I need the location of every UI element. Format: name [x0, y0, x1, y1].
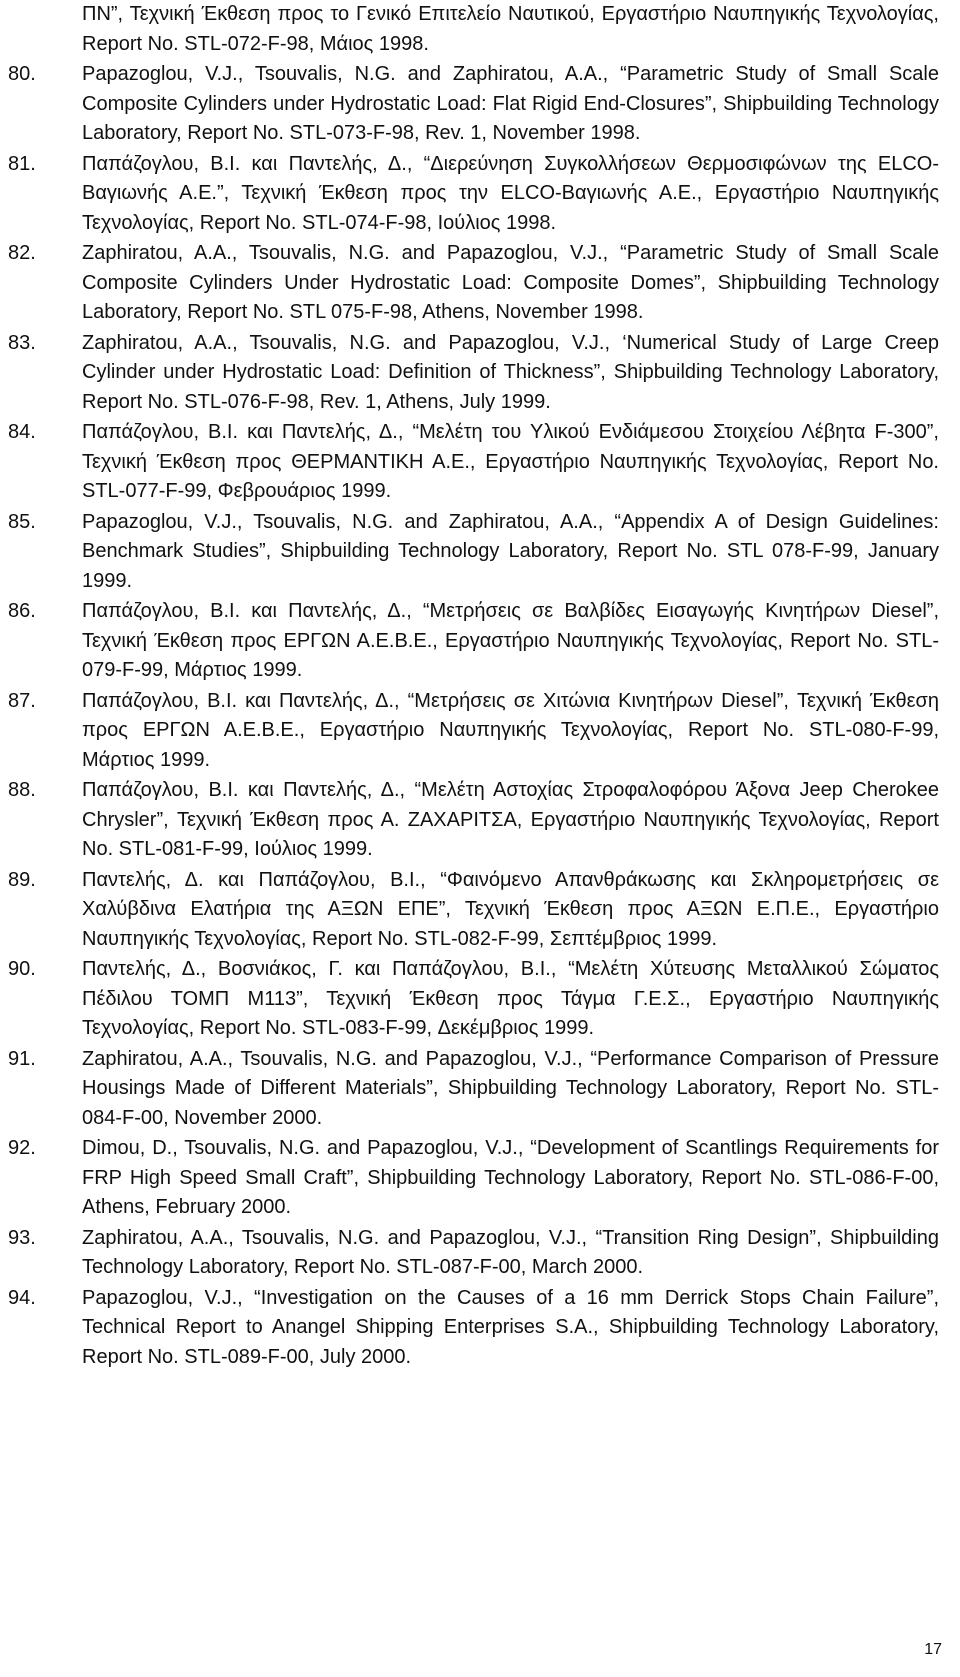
reference-number: 81.	[8, 152, 36, 175]
reference-text: Παντελής, Δ. και Παπάζογλου, Β.Ι., “Φαινόμενο Απανθράκωσης και Σκληρομετρήσεις σε Χαλύβδινα Ελατήρια της ΑΞΩΝ ΕΠΕ”, Τεχνική Έκθεση προς ΑΞΩΝ Ε.Π.Ε., Εργαστήριο Ναυπηγικής Τεχνολογίας, Report No. STL-082-F-99, Σεπτέμβριος 1999.	[82, 868, 939, 950]
reference-item	[0, 687, 960, 776]
reference-text: Παπάζογλου, Β.Ι. και Παντελής, Δ., “Μετρήσεις σε Χιτώνια Κινητήρων Diesel”, Τεχνική Έκθεση προς ΕΡΓΩΝ Α.Ε.Β.Ε., Εργαστήριο Ναυπηγικής Τεχνολογίας, Report No. STL-080-F-99, Μάρτιος 1999.	[82, 689, 939, 771]
reference-item	[0, 597, 960, 686]
reference-text: Papazoglou, V.J., Tsouvalis, N.G. and Zaphiratou, A.A., “Parametric Study of Small Scale Composite Cylinders under Hydrostatic Load: Flat Rigid End-Closures”, Shipbuilding Technology Laboratory, Report No. STL-073-F-98, Rev. 1, November 1998.	[82, 63, 939, 144]
reference-item	[0, 329, 960, 418]
reference-text: Zaphiratou, A.A., Tsouvalis, N.G. and Papazoglou, V.J., “Performance Comparison of Pressure Housings Made of Different Materials”, Shipbuilding Technology Laboratory, Report No. STL-084-F-00, November 2000.	[82, 1047, 939, 1129]
reference-number: 90.	[8, 958, 36, 980]
reference-text: Παπάζογλου, Β.Ι. και Παντελής, Δ., “Διερεύνηση Συγκολλήσεων Θερμοσιφώνων της ELCO-Βαγιωνής Α.Ε.”, Τεχνική Έκθεση προς την ELCO-Βαγιωνής Α.Ε., Εργαστήριο Ναυπηγικής Τεχνολογίας, Report No. STL-074-F-98, Ιούλιος 1998.	[82, 152, 939, 234]
reference-number: 94.	[8, 1286, 36, 1309]
reference-item	[0, 0, 960, 59]
page-number: 17	[924, 1641, 942, 1658]
reference-text: Zaphiratou, A.A., Tsouvalis, N.G. and Papazoglou, V.J., “Transition Ring Design”, Shipbuilding Technology Laboratory, Report No. STL-087-F-00, March 2000.	[82, 1226, 939, 1278]
reference-item	[0, 955, 960, 1044]
reference-text: Παπάζογλου, Β.Ι. και Παντελής, Δ., “Μελέτη του Υλικού Ενδιάμεσου Στοιχείου Λέβητα F-300”, Τεχνική Έκθεση προς ΘΕΡΜΑΝΤΙΚΗ Α.Ε., Εργαστήριο Ναυπηγικής Τεχνολογίας, Report No. STL-077-F-99, Φεβρουάριος 1999.	[82, 421, 939, 502]
reference-number: 80.	[8, 63, 36, 85]
reference-item	[0, 150, 960, 239]
reference-item	[0, 1045, 960, 1134]
reference-number: 82.	[8, 242, 36, 264]
reference-number: 92.	[8, 1137, 36, 1159]
reference-text: Παπάζογλου, Β.Ι. και Παντελής, Δ., “Μετρήσεις σε Βαλβίδες Εισαγωγής Κινητήρων Diesel”, Τεχνική Έκθεση προς ΕΡΓΩΝ Α.Ε.Β.Ε., Εργαστήριο Ναυπηγικής Τεχνολογίας, Report No. STL-079-F-99, Μάρτιος 1999.	[82, 600, 939, 681]
reference-item	[0, 1284, 960, 1373]
reference-text: Papazoglou, V.J., “Investigation on the Causes of a 16 mm Derrick Stops Chain Failure”, Technical Report to Anangel Shipping Enterprises S.A., Shipbuilding Technology Laboratory, Report No. STL-089-F-00, July 2000.	[82, 1286, 939, 1368]
reference-item	[0, 776, 960, 865]
reference-item	[0, 60, 960, 149]
reference-item	[0, 508, 960, 597]
reference-number: 88.	[8, 779, 36, 801]
reference-number: 93.	[8, 1226, 36, 1249]
reference-text: Zaphiratou, A.A., Tsouvalis, N.G. and Papazoglou, V.J., “Parametric Study of Small Scale Composite Cylinders Under Hydrostatic Load: Composite Domes”, Shipbuilding Technology Laboratory, Report No. STL 075-F-98, Athens, November 1998.	[82, 242, 939, 323]
reference-text: Zaphiratou, A.A., Tsouvalis, N.G. and Papazoglou, V.J., ‘Numerical Study of Large Creep Cylinder under Hydrostatic Load: Definition of Thickness”, Shipbuilding Technology Laboratory, Report No. STL-076-F-98, Rev. 1, Athens, July 1999.	[82, 331, 939, 413]
reference-text: Παπάζογλου, Β.Ι. και Παντελής, Δ., “Μελέτη Αστοχίας Στροφαλοφόρου Άξονα Jeep Cherokee Chrysler”, Τεχνική Έκθεση προς Α. ΖΑΧΑΡΙΤΣΑ, Εργαστήριο Ναυπηγικής Τεχνολογίας, Report No. STL-081-F-99, Ιούλιος 1999.	[82, 779, 939, 860]
reference-number: 91.	[8, 1047, 36, 1070]
reference-text: Papazoglou, V.J., Tsouvalis, N.G. and Zaphiratou, A.A., “Appendix A of Design Guidelines: Benchmark Studies”, Shipbuilding Technology Laboratory, Report No. STL 078-F-99, January 1999.	[82, 510, 939, 592]
reference-number: 89.	[8, 868, 36, 891]
reference-number: 87.	[8, 689, 36, 712]
reference-item	[0, 418, 960, 507]
reference-number: 83.	[8, 331, 36, 354]
reference-number: 85.	[8, 510, 36, 533]
reference-item	[0, 866, 960, 955]
reference-item	[0, 1134, 960, 1223]
reference-item	[0, 1224, 960, 1283]
reference-text: ΠΝ”, Τεχνική Έκθεση προς το Γενικό Επιτελείο Ναυτικού, Εργαστήριο Ναυπηγικής Τεχνολογίας, Report No. STL-072-F-98, Μάιος 1998.	[82, 3, 939, 55]
reference-item	[0, 239, 960, 328]
reference-number: 86.	[8, 600, 36, 622]
reference-text: Παντελής, Δ., Βοσνιάκος, Γ. και Παπάζογλου, Β.Ι., “Μελέτη Χύτευσης Μεταλλικού Σώματος Πέδιλου ΤΟΜΠ Μ113”, Τεχνική Έκθεση προς Τάγμα Γ.Ε.Σ., Εργαστήριο Ναυπηγικής Τεχνολογίας, Report No. STL-083-F-99, Δεκέμβριος 1999.	[82, 958, 939, 1039]
reference-number: 84.	[8, 421, 36, 443]
reference-text: Dimou, D., Tsouvalis, N.G. and Papazoglou, V.J., “Development of Scantlings Requirements for FRP High Speed Small Craft”, Shipbuilding Technology Laboratory, Report No. STL-086-F-00, Athens, February 2000.	[82, 1137, 939, 1218]
